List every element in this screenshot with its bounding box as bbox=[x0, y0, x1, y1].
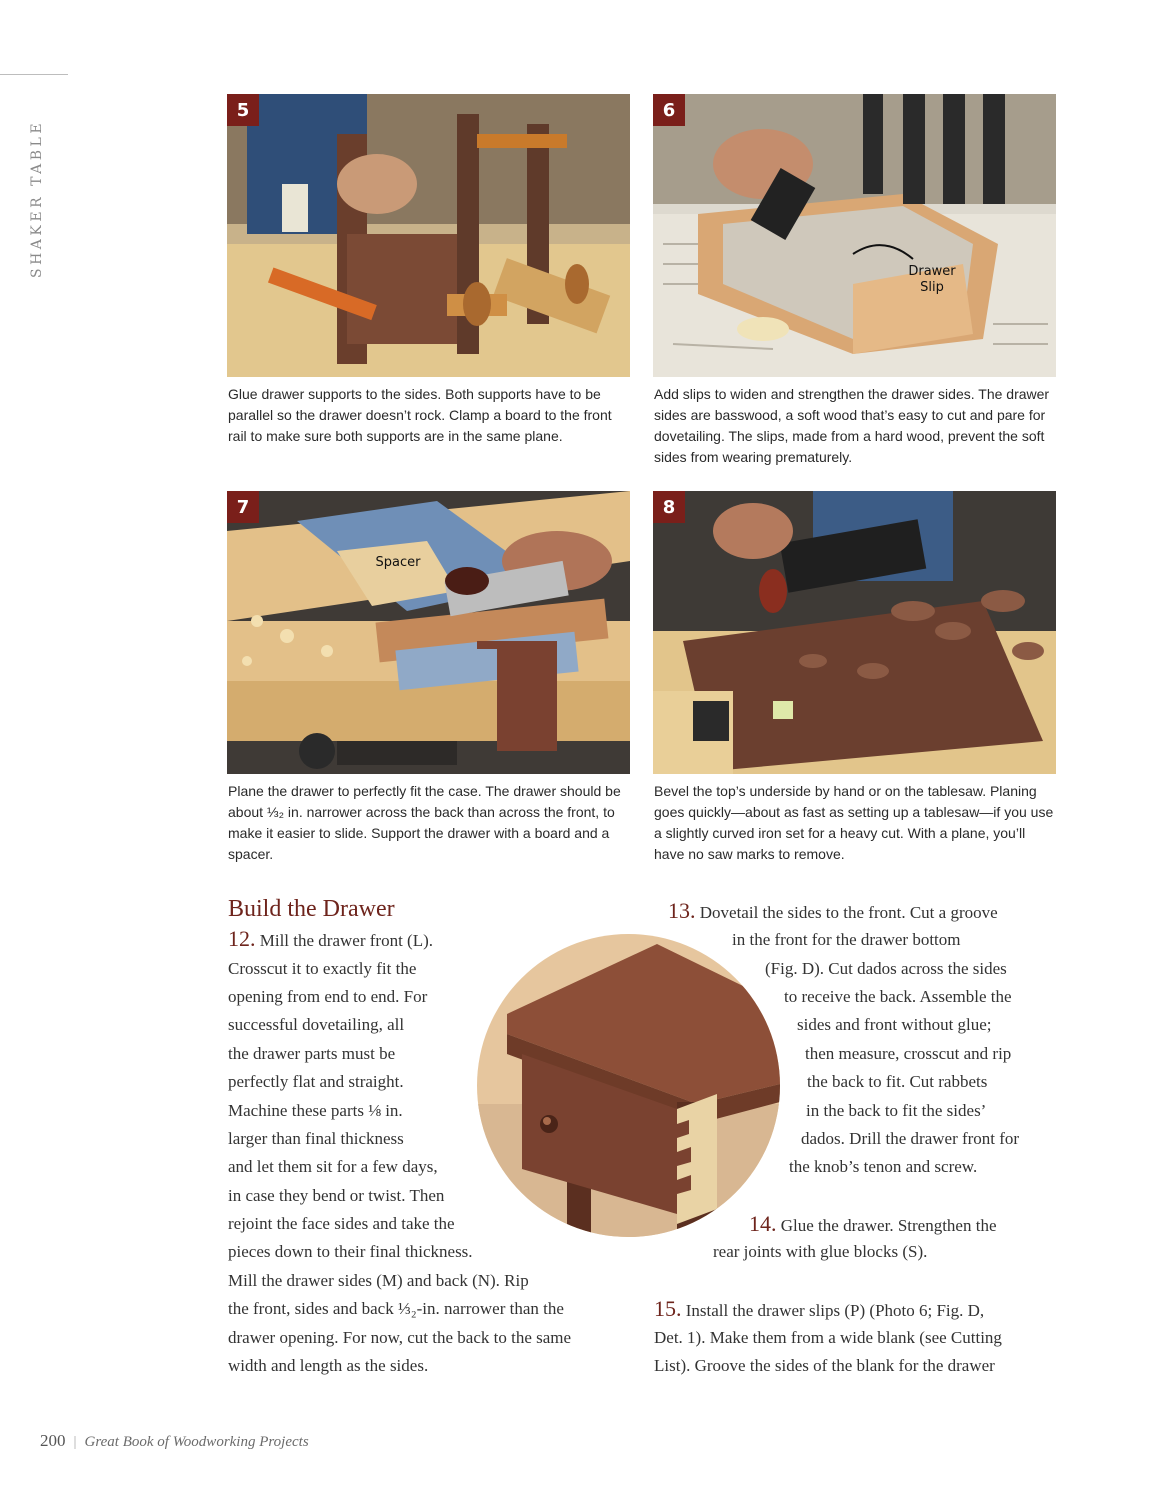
step12-line-2: Crosscut it to exactly fit the bbox=[228, 959, 417, 978]
photo-5-caption: Glue drawer supports to the sides. Both supports have to be parallel so the drawer doesn’t rock. Clamp a board to the front rail to make sure both supports are in the same plane. bbox=[228, 386, 612, 444]
step12-line-1: 12. Mill the drawer front (L). bbox=[228, 926, 433, 951]
drawer-slip-callout bbox=[897, 264, 967, 296]
photo-7-image bbox=[227, 491, 630, 774]
step13-line-2: in the front for the drawer bottom bbox=[732, 930, 961, 949]
photo-6-number: 6 bbox=[653, 94, 685, 126]
step12-number: 12. bbox=[228, 926, 256, 951]
step14-number: 14. bbox=[749, 1211, 777, 1236]
step12-line-3: opening from end to end. For bbox=[228, 987, 428, 1006]
step12-line-10: in case they bend or twist. Then bbox=[228, 1186, 445, 1205]
drawer-inset-image bbox=[477, 934, 780, 1237]
side-label-text: SHAKER TABLE bbox=[29, 119, 45, 278]
step12-line-12: pieces down to their final thickness. bbox=[228, 1242, 473, 1261]
step13-line-7: the back to fit. Cut rabbets bbox=[807, 1072, 988, 1091]
step13-number: 13. bbox=[668, 898, 696, 923]
book-title: Great Book of Woodworking Projects bbox=[84, 1434, 309, 1450]
step13-line-10: the knob’s tenon and screw. bbox=[789, 1157, 978, 1176]
step15-number: 15. bbox=[654, 1296, 682, 1321]
side-rule bbox=[0, 74, 68, 75]
photo-7-number: 7 bbox=[227, 491, 259, 523]
drawer-inset-photo bbox=[477, 934, 780, 1237]
section-heading: Build the Drawer bbox=[228, 896, 395, 922]
step13-line-1: 13. Dovetail the sides to the front. Cut a groove bbox=[668, 898, 998, 923]
photo-8 bbox=[653, 491, 1056, 774]
footer-separator: | bbox=[73, 1434, 77, 1450]
step12-line-11: rejoint the face sides and take the bbox=[228, 1214, 455, 1233]
step15-line-3: List). Groove the sides of the blank for the drawer bbox=[654, 1356, 995, 1375]
photo-8-caption: Bevel the top’s underside by hand or on the tablesaw. Planing goes quickly—about as fast as setting up a tablesaw—if you use a slightly curved iron set for a heavy cut. With a plane, you’ll have no saw marks to remove. bbox=[654, 783, 1054, 862]
step12-line-6: perfectly flat and straight. bbox=[228, 1072, 404, 1091]
step13-line-4: to receive the back. Assemble the bbox=[784, 987, 1012, 1006]
step15-line-2: Det. 1). Make them from a wide blank (see Cutting bbox=[654, 1328, 1002, 1347]
section-side-label bbox=[8, 88, 68, 278]
photo-6-caption: Add slips to widen and strengthen the drawer sides. The drawer sides are basswood, a soft wood that’s easy to cut and pare for dovetailing. The slips, made from a hard wood, prevent the soft sides from wearing prematurely. bbox=[654, 386, 1050, 465]
step12-line-13: Mill the drawer sides (M) and back (N). Rip bbox=[228, 1271, 529, 1290]
photo-7-caption: Plane the drawer to perfectly fit the case. The drawer should be about ⅓₂ in. narrower across the back than across the front, to make it easier to slide. Support the drawer with a board and a spacer. bbox=[228, 783, 621, 862]
page-number: 200 bbox=[40, 1431, 66, 1450]
callout-slip: Slip bbox=[920, 280, 944, 295]
photo-8-image bbox=[653, 491, 1056, 774]
photo-5 bbox=[227, 94, 630, 377]
page-footer bbox=[40, 1431, 309, 1451]
step13-line-5: sides and front without glue; bbox=[797, 1015, 992, 1034]
photo-8-number: 8 bbox=[653, 491, 685, 523]
step13-line-6: then measure, crosscut and rip bbox=[805, 1044, 1012, 1063]
photo-5-image bbox=[227, 94, 630, 377]
photo-6 bbox=[653, 94, 1056, 377]
step12-line-8: larger than final thickness bbox=[228, 1129, 404, 1148]
step15-line-1: 15. Install the drawer slips (P) (Photo 6; Fig. D, bbox=[654, 1296, 985, 1321]
photo-7 bbox=[227, 491, 630, 774]
photo-6-image bbox=[653, 94, 1056, 377]
step13-line-8: in the back to fit the sides’ bbox=[806, 1101, 987, 1120]
step12-line-14: the front, sides and back ⅓₂-in. narrower than the bbox=[228, 1299, 564, 1318]
step13-line-9: dados. Drill the drawer front for bbox=[801, 1129, 1020, 1148]
step12-line-16: width and length as the sides. bbox=[228, 1356, 429, 1375]
step12-line-4: successful dovetailing, all bbox=[228, 1015, 405, 1034]
step14-line-1: 14. Glue the drawer. Strengthen the bbox=[749, 1211, 997, 1236]
step14-line-2: rear joints with glue blocks (S). bbox=[713, 1242, 928, 1261]
step12-line-5: the drawer parts must be bbox=[228, 1044, 396, 1063]
step13-line-3: (Fig. D). Cut dados across the sides bbox=[765, 959, 1007, 978]
callout-drawer: Drawer bbox=[908, 264, 956, 279]
photo-5-number: 5 bbox=[227, 94, 259, 126]
spacer-callout: Spacer bbox=[375, 555, 421, 570]
step12-line-15: drawer opening. For now, cut the back to the same bbox=[228, 1328, 572, 1347]
step12-line-9: and let them sit for a few days, bbox=[228, 1157, 438, 1176]
step12-line-7: Machine these parts ⅛ in. bbox=[228, 1101, 403, 1120]
